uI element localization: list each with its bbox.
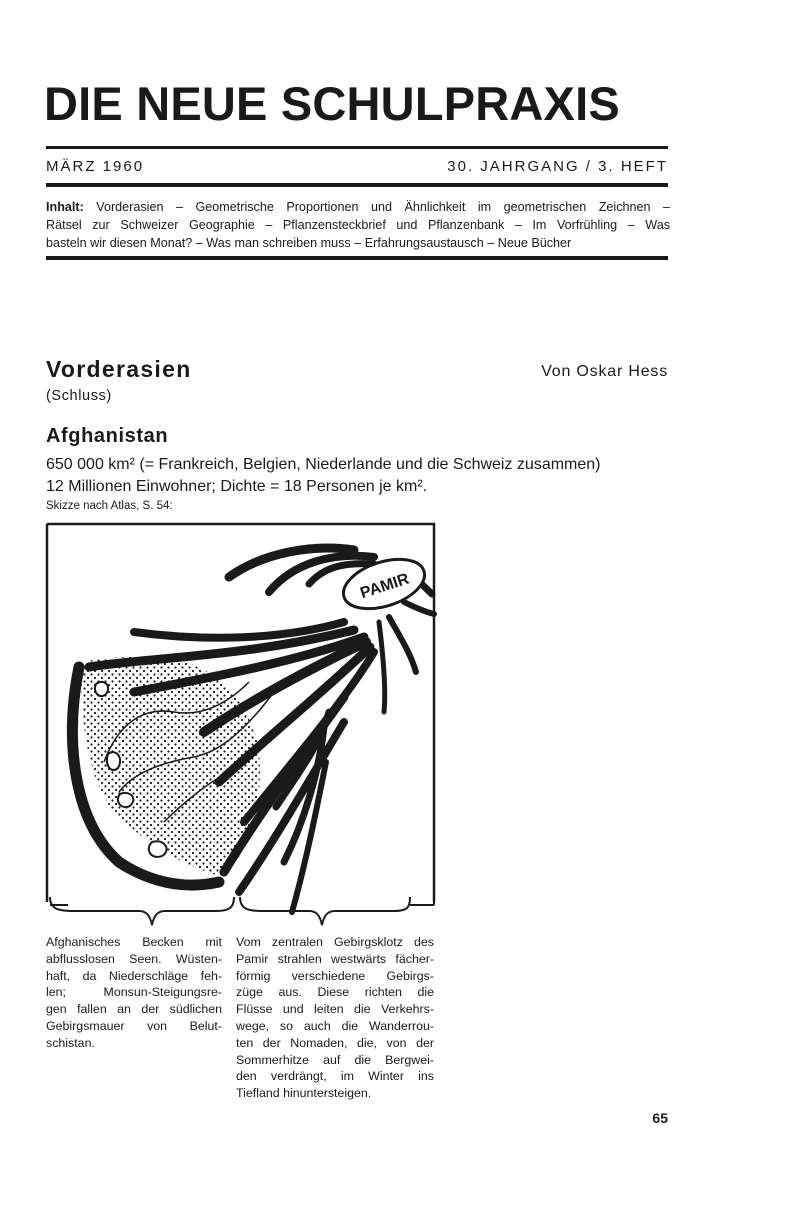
caption-right-line: ten der Nomaden, die, von der [236, 1035, 434, 1050]
caption-right-line: Pamir strahlen westwärts fächer- [236, 951, 434, 966]
article-title: Vorderasien [46, 356, 192, 382]
article-subtitle: (Schluss) [46, 388, 112, 404]
caption-right-line: förmig verschiedene Gebirgs- [236, 968, 434, 983]
caption-right [236, 934, 434, 1102]
lake-4 [149, 841, 167, 857]
sketch-reference: Skizze nach Atlas, S. 54: [46, 500, 173, 512]
issue-volume: 30. JAHRGANG / 3. HEFT [447, 158, 668, 175]
section-heading: Afghanistan [46, 425, 169, 447]
toc-line-2: Rätsel zur Schweizer Geographie – Pflanzensteckbrief und Pflanzenbank – Im Vorfrühling – Was [46, 218, 670, 232]
issue-rule [46, 183, 668, 187]
toc-line-1: Vorderasien – Geometrische Proportionen und Ähnlichkeit im geometrischen Zeichnen – [83, 200, 670, 214]
lake-1 [95, 682, 108, 696]
caption-left-line: len; Monsun-Steigungsre- [46, 985, 222, 1000]
toc-label: Inhalt: [46, 200, 84, 214]
lake-3 [118, 793, 133, 807]
table-of-contents [46, 198, 670, 234]
masthead-rule [46, 146, 668, 149]
caption-right-line: wege, so auch die Wanderrou- [236, 1018, 434, 1033]
caption-left [46, 934, 222, 1052]
body-line-area: 650 000 km² (= Frankreich, Belgien, Niederlande und die Schweiz zusammen) [46, 456, 601, 473]
caption-right-line: Sommerhitze auf die Bergwei- [236, 1052, 434, 1067]
caption-left-line: abflusslosen Seen. Wüsten- [46, 951, 222, 966]
caption-left-line: haft, da Niederschläge feh- [46, 968, 222, 983]
toc-line-3: basteln wir diesen Monat? – Was man schreiben muss – Erfahrungsaustausch – Neue Bücher [46, 236, 572, 250]
left-brace [50, 897, 234, 925]
toc-rule [46, 256, 668, 260]
caption-left-line: Gebirgsmauer von Belut- [46, 1018, 222, 1033]
article-author: Von Oskar Hess [541, 363, 668, 380]
sketch-map [44, 522, 438, 917]
lake-2 [107, 752, 120, 770]
caption-braces [44, 895, 438, 935]
caption-right-line: Vom zentralen Gebirgsklotz des [236, 935, 434, 949]
caption-right-line: Tiefland hinuntersteigen. [236, 1086, 372, 1101]
caption-left-line: Afghanisches Becken mit [46, 935, 222, 949]
caption-right-line: züge aus. Diese richten die [236, 985, 434, 1000]
issue-date: MÄRZ 1960 [46, 158, 145, 175]
pamir-label: PAMIR [358, 570, 412, 603]
caption-right-line: Flüsse und leiten die Verkehrs- [236, 1002, 434, 1017]
caption-left-line: schistan. [46, 1035, 95, 1050]
caption-right-line: den verdrängt, im Winter ins [236, 1069, 434, 1084]
right-brace [240, 897, 410, 925]
body-line-population: 12 Millionen Einwohner; Dichte = 18 Personen je km². [46, 478, 428, 495]
page-number: 65 [652, 1110, 668, 1126]
masthead-title: DIE NEUE SCHULPRAXIS [44, 77, 620, 130]
caption-left-line: gen fallen an der südlichen [46, 1002, 222, 1017]
